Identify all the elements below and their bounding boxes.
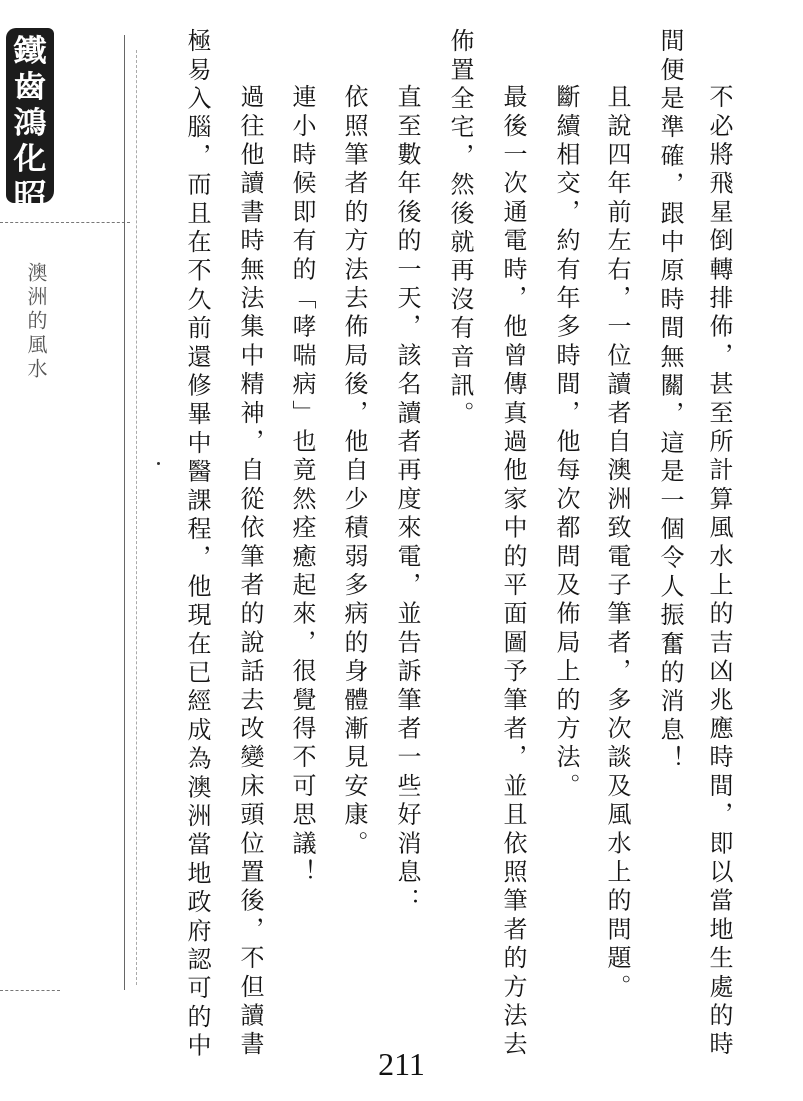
text-column-8: 依照筆者的方法去佈局後，他自少積弱多病的身體漸見安康。: [340, 84, 368, 859]
text-column-6: 佈置全宅，然後就再沒有音訊。: [446, 28, 474, 430]
text-column-1: 不必將飛星倒轉排佈，甚至所計算風水上的吉凶兆應時間，即以當地生處的時: [705, 84, 733, 1060]
seal-char: 鐵: [13, 34, 47, 69]
seal-char: 鴻: [13, 106, 47, 141]
seal-char: 化: [13, 142, 47, 177]
text-column-5: 最後一次通電時，他曾傳真過他家中的平面圖予筆者，並且依照筆者的方法去: [499, 84, 527, 1060]
margin-divider-bottom: [0, 990, 60, 991]
text-column-9: 連小時候即有的「哮喘病」也竟然痊癒起來，很覺得不可思議！: [288, 84, 316, 888]
print-speck: [157, 462, 160, 465]
seal-char: 昭: [13, 178, 47, 213]
margin-divider-top: [0, 222, 130, 223]
seal-logo: [6, 28, 54, 213]
seal-char: 齒: [13, 70, 47, 105]
text-column-4: 斷續相交，約有年多時間，他每次都問及佈局上的方法。: [552, 84, 580, 802]
text-column-2: 間便是準確，跟中原時間無關，這是一個令人振奮的消息！: [656, 28, 684, 775]
text-column-11: 極易入腦，而且在不久前還修畢中醫課程，他現在已經成為澳洲當地政府認可的中: [183, 28, 211, 1062]
page-number: 211: [378, 1046, 425, 1082]
gutter-line-dashed: [136, 50, 137, 985]
text-column-7: 直至數年後的一天，該名讀者再度來電，並告訴筆者一些好消息：: [393, 84, 421, 917]
gutter-line: [124, 35, 125, 990]
text-column-10: 過往他讀書時無法集中精神，自從依筆者的說話去改變床頭位置後，不但讀書: [236, 84, 264, 1060]
text-column-3: 且說四年前左右，一位讀者自澳洲致電子筆者，多次談及風水上的問題。: [603, 84, 631, 1003]
running-title: 澳洲的風水: [24, 262, 48, 382]
